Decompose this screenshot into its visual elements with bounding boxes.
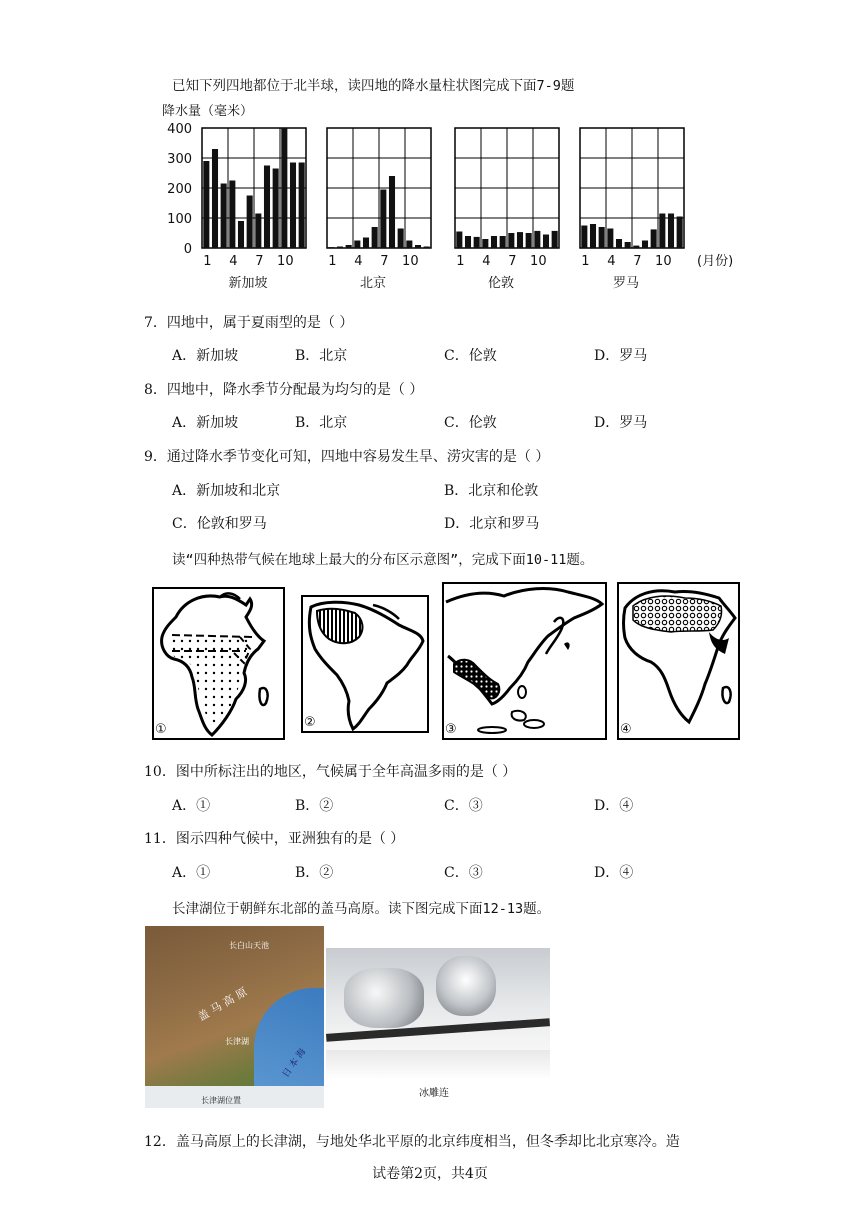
- series-name-北京: 北京: [359, 276, 387, 291]
- x-unit-label: (月份): [697, 254, 734, 269]
- bar-北京-11: [415, 245, 421, 248]
- bar-新加坡-10: [281, 128, 287, 248]
- label-gaima-plateau: 盖 马 高 原: [195, 985, 250, 1024]
- bar-新加坡-9: [273, 169, 279, 249]
- bar-伦敦-3: [474, 237, 480, 248]
- map-number-3: ③: [445, 722, 457, 737]
- africa-outline-icon: [154, 589, 283, 738]
- question-11: 11．图示四种气候中，亚洲独有的是（ ）: [144, 831, 405, 847]
- q8-option-d[interactable]: D．罗马: [594, 415, 648, 431]
- photo1-caption: 长津湖位置: [201, 1096, 241, 1105]
- page-footer: 试卷第2页，共4页: [372, 1166, 488, 1182]
- x-tick-label: 1: [203, 254, 212, 269]
- map-number-4: ④: [620, 722, 632, 737]
- bar-北京-4: [354, 241, 360, 249]
- y-axis-label: 降水量（毫米）: [162, 104, 254, 119]
- map-2-south-america: [301, 595, 429, 733]
- bar-新加坡-6: [247, 196, 253, 249]
- intro-12-13: 长津湖位于朝鲜东北部的盖马高原。读下图完成下面12-13题。: [172, 901, 551, 917]
- x-tick-label: 1: [581, 254, 590, 269]
- bar-伦敦-5: [491, 236, 497, 248]
- bar-罗马-6: [625, 242, 631, 248]
- bar-伦敦-2: [465, 236, 471, 248]
- question-10: 10．图中所标注出的地区，气候属于全年高温多雨的是（ ）: [144, 764, 517, 780]
- map-number-2: ②: [304, 715, 316, 730]
- intro-10-11: 读“四种热带气候在地球上最大的分布区示意图”，完成下面10-11题。: [172, 552, 594, 568]
- bar-罗马-5: [616, 239, 622, 248]
- x-tick-label: 10: [402, 254, 419, 269]
- bar-罗马-10: [659, 214, 665, 249]
- bar-北京-2: [337, 247, 343, 249]
- x-tick-label: 4: [607, 254, 616, 269]
- x-tick-label: 1: [328, 254, 337, 269]
- question-8: 8．四地中，降水季节分配最为均匀的是（ ）: [144, 382, 424, 398]
- q7-option-d[interactable]: D．罗马: [594, 348, 648, 364]
- label-changjin-lake: 长津湖: [225, 1037, 249, 1046]
- q9-option-a[interactable]: A．新加坡和北京: [172, 483, 281, 499]
- bar-北京-10: [406, 241, 412, 249]
- x-tick-label: 10: [277, 254, 294, 269]
- bar-新加坡-1: [203, 161, 209, 248]
- q8-option-a[interactable]: A．新加坡: [172, 415, 239, 431]
- q10-option-b[interactable]: B．②: [295, 798, 334, 814]
- q10-option-a[interactable]: A．①: [172, 798, 211, 814]
- q11-option-b[interactable]: B．②: [295, 865, 334, 881]
- map-1-africa: [152, 587, 285, 740]
- bar-北京-7: [380, 190, 386, 249]
- q8-option-b[interactable]: B．北京: [295, 415, 348, 431]
- bar-罗马-9: [651, 229, 657, 248]
- map-3-asia: [442, 582, 607, 740]
- q7-option-c[interactable]: C．伦敦: [444, 348, 497, 364]
- bar-北京-3: [346, 245, 352, 248]
- x-tick-label: 7: [380, 254, 389, 269]
- bar-罗马-7: [633, 246, 639, 248]
- y-tick-label: 300: [167, 152, 192, 167]
- bar-北京-5: [363, 238, 369, 249]
- bar-新加坡-3: [221, 184, 227, 249]
- y-tick-label: 100: [167, 212, 192, 227]
- bar-伦敦-4: [482, 239, 488, 248]
- changjin-lake-relief-map: [145, 926, 324, 1108]
- q11-option-d[interactable]: D．④: [594, 865, 634, 881]
- bar-新加坡-2: [212, 149, 218, 248]
- bar-伦敦-11: [543, 235, 549, 249]
- question-12: 12．盖马高原上的长津湖，与地处华北平原的北京纬度相当，但冬季却比北京寒冷。造: [144, 1134, 680, 1150]
- q10-option-d[interactable]: D．④: [594, 798, 634, 814]
- q8-option-c[interactable]: C．伦敦: [444, 415, 497, 431]
- question-7: 7．四地中，属于夏雨型的是（ ）: [144, 315, 354, 331]
- label-changbai-tianchi: 长白山天池: [229, 941, 269, 950]
- bar-罗马-2: [590, 224, 596, 248]
- bar-伦敦-6: [500, 236, 506, 248]
- bar-北京-1: [328, 247, 334, 248]
- bar-新加坡-11: [290, 163, 296, 249]
- x-tick-label: 1: [456, 254, 465, 269]
- bar-新加坡-12: [299, 163, 305, 249]
- map-4-africa-north: [617, 582, 740, 740]
- bar-北京-12: [424, 247, 430, 249]
- bar-伦敦-10: [534, 231, 540, 248]
- q11-option-c[interactable]: C．③: [444, 865, 483, 881]
- bar-新加坡-5: [238, 221, 244, 248]
- bar-罗马-4: [607, 229, 613, 249]
- ice-sculpture-company-photo: [326, 948, 550, 1080]
- map-number-1: ①: [155, 722, 167, 737]
- question-9: 9．通过降水季节变化可知，四地中容易发生旱、涝灾害的是（ ）: [144, 449, 550, 465]
- intro-7-9: 已知下列四地都位于北半球，读四地的降水量柱状图完成下面7-9题: [172, 78, 575, 94]
- bar-罗马-3: [599, 227, 605, 248]
- bar-伦敦-7: [508, 233, 514, 248]
- bar-伦敦-9: [526, 233, 532, 248]
- bar-北京-6: [372, 227, 378, 248]
- bar-罗马-12: [677, 217, 683, 249]
- x-tick-label: 4: [354, 254, 363, 269]
- africa-north-outline-icon: [619, 584, 738, 738]
- x-tick-label: 7: [633, 254, 642, 269]
- x-tick-label: 10: [530, 254, 547, 269]
- bar-伦敦-12: [552, 231, 558, 248]
- bar-北京-8: [389, 176, 395, 248]
- y-tick-label: 400: [167, 122, 192, 137]
- bar-新加坡-7: [255, 214, 261, 249]
- x-tick-label: 4: [482, 254, 491, 269]
- q9-option-b[interactable]: B．北京和伦敦: [444, 483, 539, 499]
- x-tick-label: 7: [255, 254, 264, 269]
- q10-option-c[interactable]: C．③: [444, 798, 483, 814]
- bar-伦敦-8: [517, 232, 523, 248]
- y-tick-label: 0: [183, 242, 192, 257]
- photo2-caption: 冰雕连: [419, 1088, 449, 1099]
- bar-新加坡-4: [229, 181, 235, 249]
- asia-outline-icon: [444, 584, 605, 738]
- q7-option-b[interactable]: B．北京: [295, 348, 348, 364]
- bar-伦敦-1: [456, 232, 462, 249]
- bar-罗马-1: [581, 226, 587, 249]
- x-tick-label: 7: [508, 254, 517, 269]
- x-tick-label: 10: [655, 254, 672, 269]
- series-name-新加坡: 新加坡: [228, 276, 268, 291]
- q9-option-d[interactable]: D．北京和罗马: [444, 516, 540, 532]
- bar-罗马-11: [668, 214, 674, 249]
- x-tick-label: 4: [229, 254, 238, 269]
- y-tick-label: 200: [167, 182, 192, 197]
- q11-option-a[interactable]: A．①: [172, 865, 211, 881]
- series-name-伦敦: 伦敦: [487, 276, 515, 291]
- south-america-outline-icon: [303, 597, 427, 731]
- bar-罗马-8: [642, 241, 648, 249]
- q7-option-a[interactable]: A．新加坡: [172, 348, 239, 364]
- label-sea-of-japan: 日 本 海: [281, 1047, 309, 1080]
- precipitation-charts: [0, 100, 860, 300]
- bar-新加坡-8: [264, 166, 270, 249]
- series-name-罗马: 罗马: [612, 276, 640, 291]
- bar-北京-9: [398, 229, 404, 249]
- q9-option-c[interactable]: C．伦敦和罗马: [172, 516, 267, 532]
